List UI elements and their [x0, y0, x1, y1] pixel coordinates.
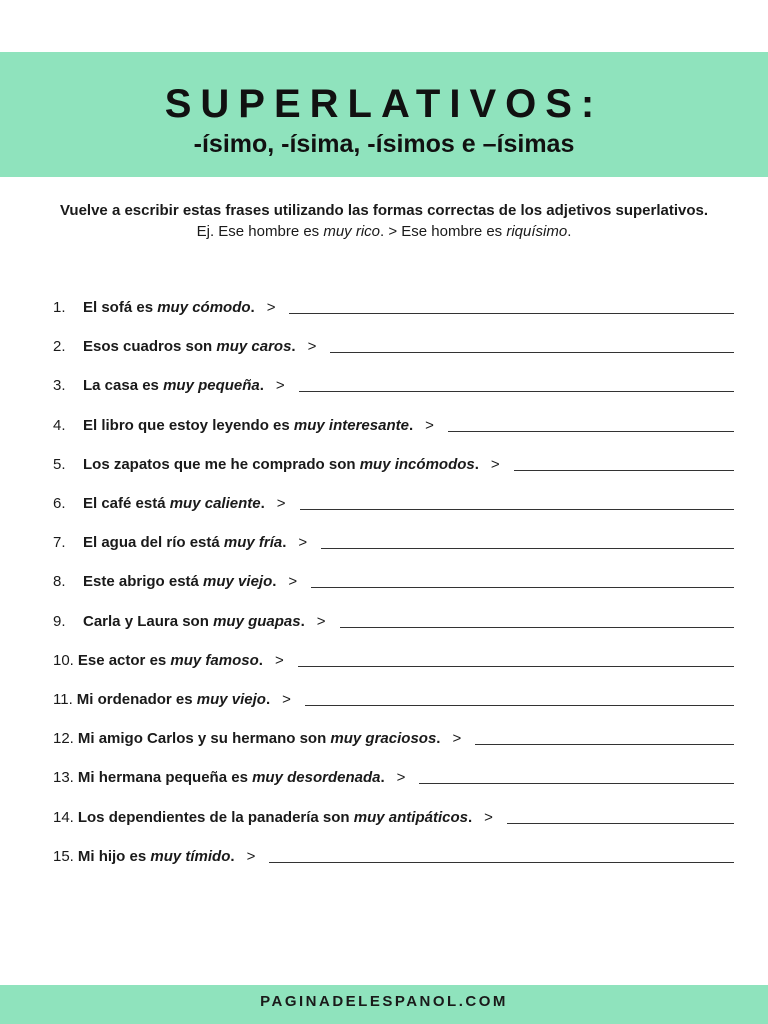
sentence-end: .	[260, 495, 265, 512]
example-prefix: Ej. Ese hombre es	[196, 223, 324, 240]
exercise-sentence	[77, 691, 270, 708]
answer-line[interactable]	[311, 587, 734, 588]
sentence-end: .	[258, 651, 263, 669]
answer-line[interactable]	[507, 823, 734, 824]
arrow-icon: >	[452, 730, 462, 748]
answer-line[interactable]	[448, 431, 734, 432]
page-title: SUPERLATIVOS:	[164, 82, 604, 126]
sentence-text: El libro que estoy leyendo es	[83, 416, 294, 434]
sentence-end: .	[291, 338, 296, 356]
exercise-item	[53, 523, 734, 562]
sentence-end: .	[300, 612, 305, 630]
sentence-adjective: muy viejo	[196, 691, 266, 708]
sentence-adjective: muy graciosos	[330, 730, 437, 748]
sentence-text: El café está	[83, 495, 170, 512]
example-end: .	[567, 223, 572, 240]
example-answer: riquísimo	[506, 223, 568, 240]
answer-line[interactable]	[340, 627, 734, 628]
arrow-icon: >	[246, 847, 256, 865]
exercise-item	[53, 837, 734, 876]
sentence-text: Ese actor es	[77, 651, 171, 669]
answer-line[interactable]	[321, 548, 734, 549]
example-middle: . > Ese hombre es	[380, 223, 507, 240]
exercise-sentence	[78, 730, 441, 747]
answer-line[interactable]	[305, 705, 734, 706]
arrow-icon: >	[484, 808, 493, 826]
exercise-number: 4.	[53, 416, 66, 434]
exercise-number: 2.	[53, 338, 66, 356]
sentence-end: .	[282, 534, 287, 552]
arrow-icon: >	[396, 769, 406, 787]
exercise-number: 11.	[53, 691, 73, 708]
exercise-item	[53, 798, 734, 837]
exercise-number: 10.	[53, 651, 74, 669]
exercise-number: 5.	[53, 455, 66, 473]
sentence-text: Los dependientes de la panadería son	[77, 808, 354, 826]
exercise-item	[53, 406, 734, 445]
exercise-number: 14.	[53, 808, 74, 826]
exercise-sentence	[83, 417, 413, 434]
sentence-adjective: muy pequeña	[163, 377, 260, 395]
sentence-adjective: muy viejo	[203, 573, 273, 591]
exercise-item	[53, 366, 734, 405]
instructions-text: Vuelve a escribir estas frases utilizando las formas correctas de los adjetivos superlativos.	[59, 202, 709, 219]
sentence-end: .	[474, 455, 479, 473]
answer-line[interactable]	[289, 313, 734, 314]
exercise-sentence	[83, 456, 479, 473]
sentence-end: .	[408, 416, 414, 434]
sentence-text: El agua del río está	[83, 534, 224, 552]
sentence-end: .	[265, 691, 271, 708]
exercise-number: 12.	[53, 730, 74, 748]
arrow-icon: >	[288, 573, 298, 591]
sentence-adjective: muy incómodos	[359, 455, 475, 473]
sentence-end: .	[250, 299, 255, 316]
exercise-item	[53, 445, 734, 484]
instructions	[0, 200, 768, 242]
arrow-icon: >	[490, 455, 500, 473]
exercise-sentence	[83, 377, 264, 394]
answer-line[interactable]	[298, 666, 734, 667]
sentence-adjective: muy fría	[223, 534, 283, 552]
exercise-item	[53, 288, 734, 327]
sentence-end: .	[436, 730, 441, 748]
sentence-adjective: muy desordenada	[252, 769, 381, 787]
footer	[0, 985, 768, 1024]
sentence-adjective: muy antipáticos	[353, 808, 468, 826]
sentence-text: Carla y Laura son	[83, 612, 214, 630]
exercise-item	[53, 758, 734, 797]
answer-line[interactable]	[330, 352, 734, 353]
arrow-icon: >	[298, 534, 308, 552]
exercise-number: 3.	[53, 377, 66, 395]
sentence-text: Mi ordenador es	[76, 691, 197, 708]
arrow-icon: >	[282, 691, 291, 708]
arrow-icon: >	[425, 416, 434, 434]
arrow-icon: >	[276, 495, 286, 512]
answer-line[interactable]	[299, 391, 734, 392]
exercise-item	[53, 602, 734, 641]
sentence-end: .	[467, 808, 473, 826]
sentence-adjective: muy interesante	[293, 416, 409, 434]
arrow-icon: >	[275, 377, 285, 395]
sentence-text: Mi hijo es	[77, 847, 151, 865]
exercise-sentence	[83, 495, 265, 512]
sentence-adjective: muy famoso	[170, 651, 259, 669]
arrow-icon: >	[274, 651, 284, 669]
footer-website: PAGINADELESPANOL.COM	[260, 993, 508, 1010]
sentence-text: Este abrigo está	[83, 573, 204, 591]
exercise-item	[53, 680, 734, 719]
answer-line[interactable]	[475, 744, 734, 745]
exercise-number: 9.	[53, 612, 66, 630]
exercise-sentence	[83, 573, 276, 590]
sentence-end: .	[259, 377, 264, 395]
exercise-item	[53, 327, 734, 366]
exercise-number: 8.	[53, 573, 66, 591]
example-adjective: muy rico	[323, 223, 381, 240]
exercise-number: 1.	[53, 299, 66, 316]
exercise-item	[53, 484, 734, 523]
exercise-number: 15.	[53, 847, 74, 865]
sentence-text: La casa es	[83, 377, 164, 395]
exercise-sentence	[78, 848, 235, 865]
sentence-text: Esos cuadros son	[83, 338, 217, 356]
exercise-item	[53, 719, 734, 758]
exercise-sentence	[83, 299, 255, 316]
exercise-number: 6.	[53, 495, 66, 512]
example-line	[0, 221, 768, 242]
page-subtitle: -ísimo, -ísima, -ísimos e –ísimas	[193, 130, 575, 158]
sentence-adjective: muy tímido	[150, 847, 231, 865]
exercise-sentence	[83, 534, 286, 551]
arrow-icon: >	[307, 338, 317, 356]
sentence-end: .	[272, 573, 277, 591]
answer-line[interactable]	[269, 862, 734, 863]
sentence-text: El sofá es	[83, 299, 158, 316]
answer-line[interactable]	[300, 509, 734, 510]
exercise-item	[53, 562, 734, 601]
exercise-sentence	[83, 338, 296, 355]
sentence-end: .	[380, 769, 385, 787]
sentence-end: .	[230, 847, 235, 865]
exercise-number: 13.	[53, 769, 74, 787]
exercise-sentence	[78, 809, 472, 826]
exercise-sentence	[78, 652, 263, 669]
exercise-number: 7.	[53, 534, 66, 552]
exercise-item	[53, 641, 734, 680]
arrow-icon: >	[316, 612, 326, 630]
sentence-adjective: muy guapas	[213, 612, 301, 630]
sentence-adjective: muy caros	[216, 338, 292, 356]
arrow-icon: >	[266, 299, 276, 316]
sentence-adjective: muy cómodo	[157, 299, 251, 316]
sentence-text: Mi amigo Carlos y su hermano son	[77, 730, 331, 748]
exercise-sentence	[83, 613, 305, 630]
answer-line[interactable]	[514, 470, 734, 471]
exercise-sentence	[78, 769, 385, 786]
header-banner	[0, 52, 768, 177]
sentence-adjective: muy caliente	[169, 495, 261, 512]
sentence-text: Los zapatos que me he comprado son	[83, 455, 360, 473]
answer-line[interactable]	[419, 783, 734, 784]
sentence-text: Mi hermana pequeña es	[77, 769, 253, 787]
